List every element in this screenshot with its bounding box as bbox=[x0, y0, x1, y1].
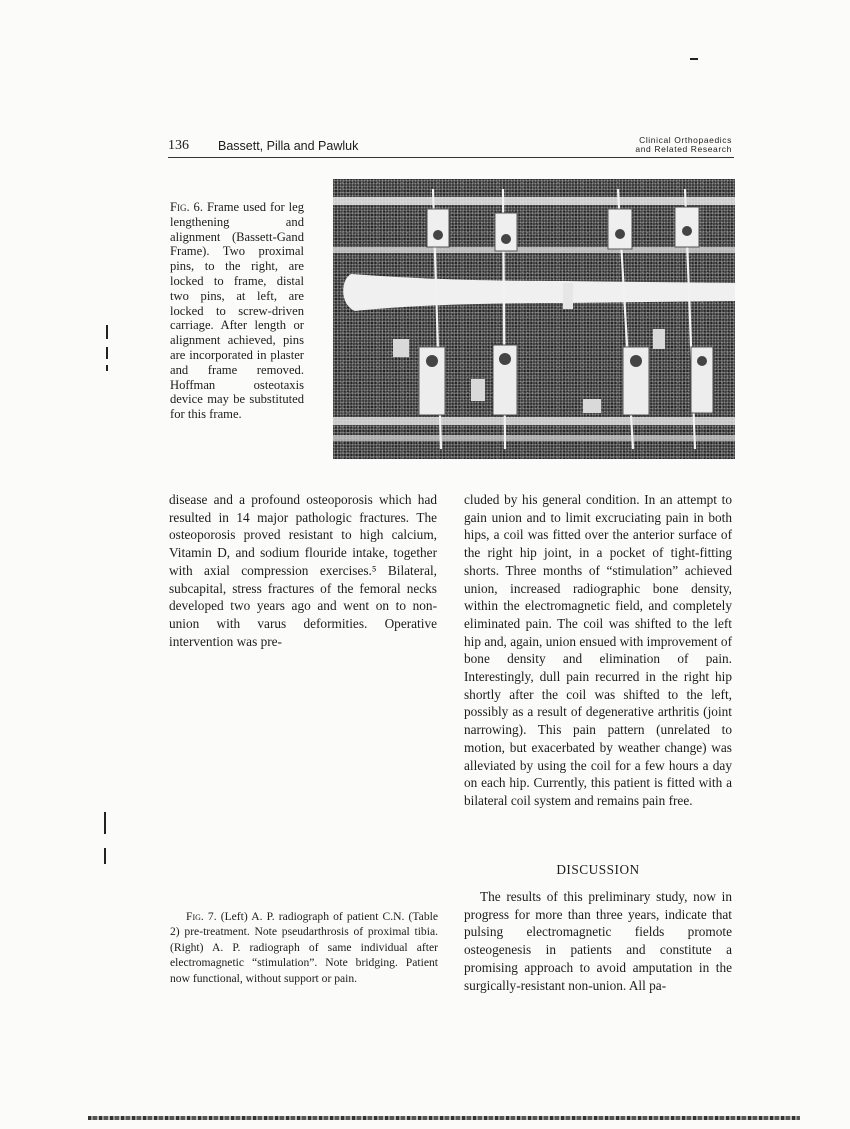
running-authors: Bassett, Pilla and Pawluk bbox=[218, 139, 359, 153]
osteotomy-gap bbox=[563, 283, 573, 309]
figure-7-label: Fig. 7. bbox=[186, 910, 217, 923]
journal-line-1: Clinical Orthopaedics bbox=[639, 135, 732, 145]
figure-6-photograph bbox=[333, 179, 735, 459]
figure-6-caption bbox=[170, 200, 304, 422]
upper-frame-rail-lower bbox=[333, 247, 735, 253]
leg-frame-illustration bbox=[333, 179, 735, 459]
left-column bbox=[169, 491, 437, 650]
figure-6-label: Fig. 6. bbox=[170, 200, 204, 214]
lower-frame-rail bbox=[333, 417, 735, 425]
margin-mark bbox=[104, 812, 106, 834]
margin-mark bbox=[106, 365, 108, 371]
figure-7-caption bbox=[170, 909, 438, 986]
section-heading-discussion: DISCUSSION bbox=[556, 862, 640, 877]
journal-line-2: and Related Research bbox=[635, 144, 732, 154]
journal-name bbox=[610, 136, 732, 154]
figure-7-caption-text: (Left) A. P. radiograph of patient C.N. (Table 2) pre-treatment. Note pseudarthrosis of proximal tibia. (Right) A. P. radiograph of same individual after electromagnetic “stimulation”. Note bridging. Patient now functional, without support or pain. bbox=[170, 910, 438, 985]
header-rule bbox=[168, 157, 734, 158]
upper-pin-clamps bbox=[427, 207, 699, 251]
margin-mark bbox=[106, 347, 108, 359]
right-column bbox=[464, 491, 732, 810]
bone-shaft bbox=[343, 274, 735, 311]
body-paragraph: disease and a profound osteoporosis which had resulted in 14 major pathologic fractures. The osteoporosis proved resistant to high calcium, Vitamin D, and sodium flouride intake, together with axial compression exercises.⁵ Bilateral, subcapital, stress fractures of the femoral necks developed two years ago and went on to non-union with varus deformities. Operative intervention was pre- bbox=[169, 492, 437, 649]
figure-6-caption-text: Frame used for leg lengthening and alignment (Bassett-Gand Frame). Two proximal pins, to the right, are locked to frame, distal two pins, at left, are locked to screw-driven carriage. After length or alignment achieved, pins are incorporated in plaster and frame removed. Hoffman osteotaxis device may be substituted for this frame. bbox=[170, 200, 304, 422]
lower-pin-clamps bbox=[419, 345, 713, 415]
margin-mark bbox=[106, 325, 108, 339]
discussion-paragraph: The results of this preliminary study, now in progress for more than three years, indicate that pulsing electromagnetic fields promote osteogenesis in patients and constitute a promising approach to avoid amputation in the surgically-resistant non-union. All pa- bbox=[464, 889, 732, 993]
fixation-pins bbox=[433, 189, 695, 449]
margin-mark bbox=[690, 58, 698, 60]
discussion-column bbox=[464, 888, 732, 994]
scan-edge-artifact bbox=[88, 1116, 800, 1120]
upper-clamp-screws bbox=[433, 226, 692, 244]
margin-mark bbox=[104, 848, 106, 864]
page-number: 136 bbox=[168, 138, 189, 153]
body-paragraph: cluded by his general condition. In an attempt to gain union and to limit excruciating pain in both hips, a coil was fitted over the anterior surface of the right hip joint, in a pocket of tight-fitting shorts. Three months of “stimulation” achieved union, increased radiographic bone density, within the electromagnetic field, and completely eliminated pain. The coil was shifted to the left hip and, again, union ensued with improvement of bone density and elimination of pain. Interestingly, dull pain recurred in the right hip shortly after the coil was shifted to the left, possibly as a result of degenerative arthritis (joint narrowing). This pain pattern (unrelated to motion, but exacerbated by weather change) was alleviated by using the coil for a few hours a day on each hip. Currently, this patient is fitted with a bilateral coil system and remains pain free. bbox=[464, 492, 732, 808]
upper-frame-rail bbox=[333, 197, 735, 205]
lower-frame-rail-base bbox=[333, 435, 735, 441]
lower-clamp-screws bbox=[426, 353, 707, 367]
